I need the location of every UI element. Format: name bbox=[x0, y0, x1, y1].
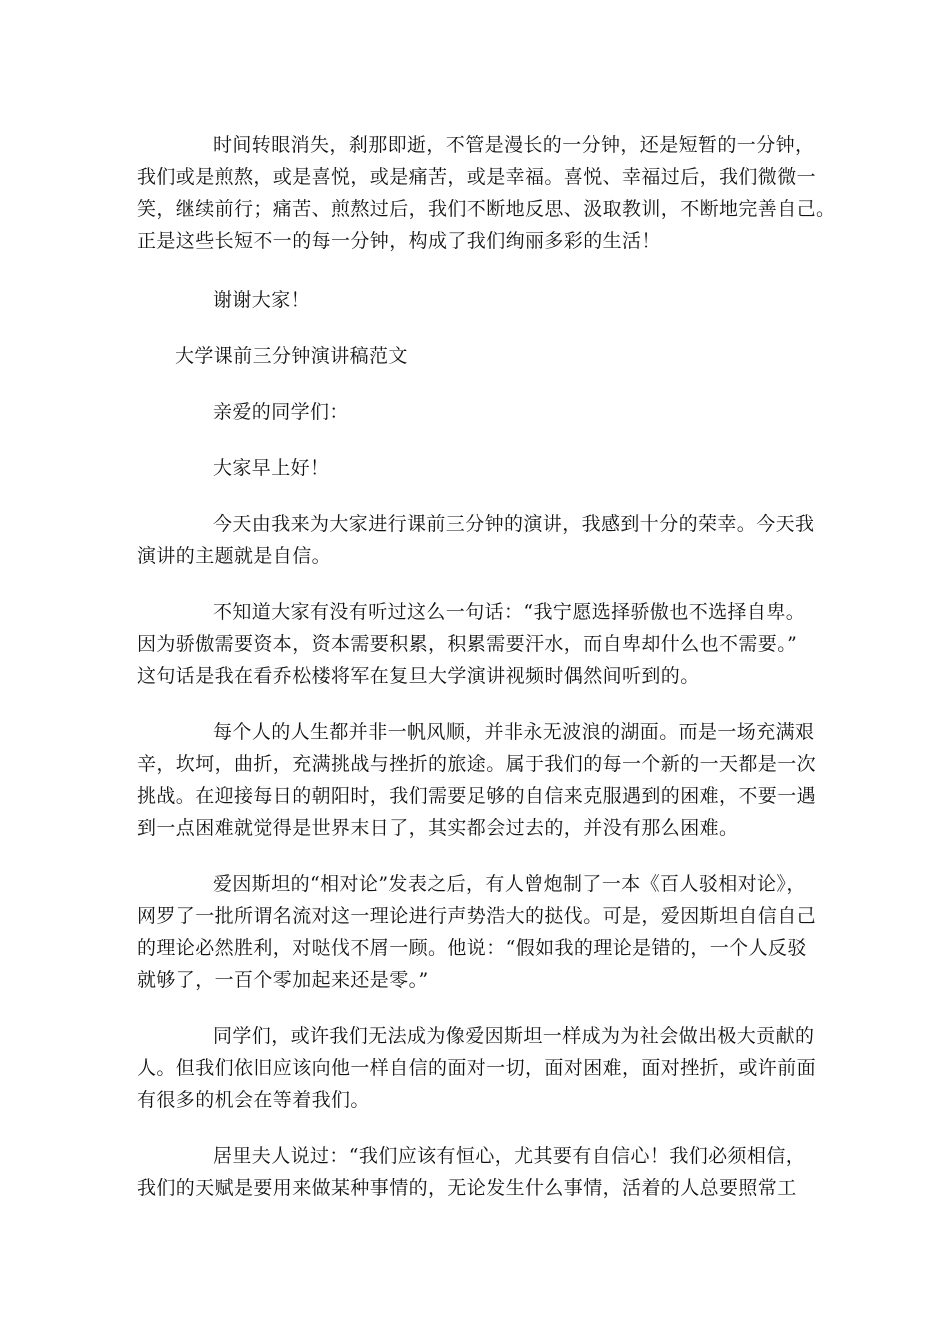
text-line: 演讲的主题就是自信。 bbox=[137, 545, 332, 567]
heading-line: 大学课前三分钟演讲稿范文 bbox=[175, 345, 408, 367]
text-line: 的理论必然胜利，对哒伐不屑一顾。他说：“假如我的理论是错的，一个人反驳 bbox=[137, 937, 807, 959]
paragraph-greeting bbox=[137, 452, 813, 484]
paragraph-curie bbox=[137, 1140, 813, 1204]
text-line: 就够了，一百个零加起来还是零。” bbox=[137, 969, 429, 991]
text-line: 挑战。在迎接每日的朝阳时，我们需要足够的自信来克服遇到的困难，不要一遇 bbox=[137, 785, 817, 807]
text-line: 这句话是我在看乔松楼将军在复旦大学演讲视频时偶然间听到的。 bbox=[137, 665, 700, 687]
paragraph-einstein bbox=[137, 868, 817, 996]
text-line: 因为骄傲需要资本，资本需要积累，积累需要汗水，而自卑却什么也不需要。” bbox=[137, 633, 798, 655]
text-line: 时间转眼消失，刹那即逝，不管是漫长的一分钟，还是短暂的一分钟， bbox=[213, 134, 815, 156]
paragraph-salutation bbox=[137, 396, 813, 428]
paragraph-quote bbox=[137, 596, 813, 692]
text-line: 大家早上好！ bbox=[213, 457, 330, 479]
text-line: 爱因斯坦的“相对论”发表之后，有人曾炮制了一本《百人驳相对论》， bbox=[213, 873, 806, 895]
text-line: 今天由我来为大家进行课前三分钟的演讲，我感到十分的荣幸。今天我 bbox=[213, 513, 815, 535]
paragraph-intro bbox=[137, 508, 813, 572]
text-line: 同学们，或许我们无法成为像爱因斯坦一样成为为社会做出极大贡献的 bbox=[213, 1025, 815, 1047]
text-line: 网罗了一批所谓名流对这一理论进行声势浩大的挞伐。可是，爱因斯坦自信自己 bbox=[137, 905, 817, 927]
text-line: 每个人的人生都并非一帆风顺，并非永无波浪的湖面。而是一场充满艰 bbox=[213, 721, 815, 743]
text-line: 笑，继续前行；痛苦、煎熬过后，我们不断地反思、汲取教训，不断地完善自己。 bbox=[137, 198, 836, 220]
text-line: 居里夫人说过：“我们应该有恒心，尤其要有自信心！我们必须相信， bbox=[213, 1145, 806, 1167]
text-line: 有很多的机会在等着我们。 bbox=[137, 1089, 370, 1111]
text-line: 我们或是煎熬，或是喜悦，或是痛苦，或是幸福。喜悦、幸福过后，我们微微一 bbox=[137, 166, 817, 188]
text-line: 我们的天赋是要用来做某种事情的，无论发生什么事情，活着的人总要照常工 bbox=[137, 1177, 797, 1199]
text-line: 到一点困难就觉得是世界末日了，其实都会过去的，并没有那么困难。 bbox=[137, 817, 739, 839]
paragraph-thanks bbox=[137, 284, 813, 316]
paragraph-classmates bbox=[137, 1020, 817, 1116]
text-line: 谢谢大家！ bbox=[213, 289, 311, 311]
text-line: 正是这些长短不一的每一分钟，构成了我们绚丽多彩的生活！ bbox=[137, 230, 661, 252]
paragraph-time bbox=[137, 129, 836, 257]
text-line: 人。但我们依旧应该向他一样自信的面对一切，面对困难，面对挫折，或许前面 bbox=[137, 1057, 817, 1079]
section-heading bbox=[137, 340, 813, 372]
text-line: 不知道大家有没有听过这么一句话：“我宁愿选择骄傲也不选择自卑。 bbox=[213, 601, 806, 623]
text-line: 辛，坎坷，曲折，充满挑战与挫折的旅途。属于我们的每一个新的一天都是一次 bbox=[137, 753, 817, 775]
text-line: 亲爱的同学们： bbox=[213, 401, 349, 423]
paragraph-life bbox=[137, 716, 817, 844]
